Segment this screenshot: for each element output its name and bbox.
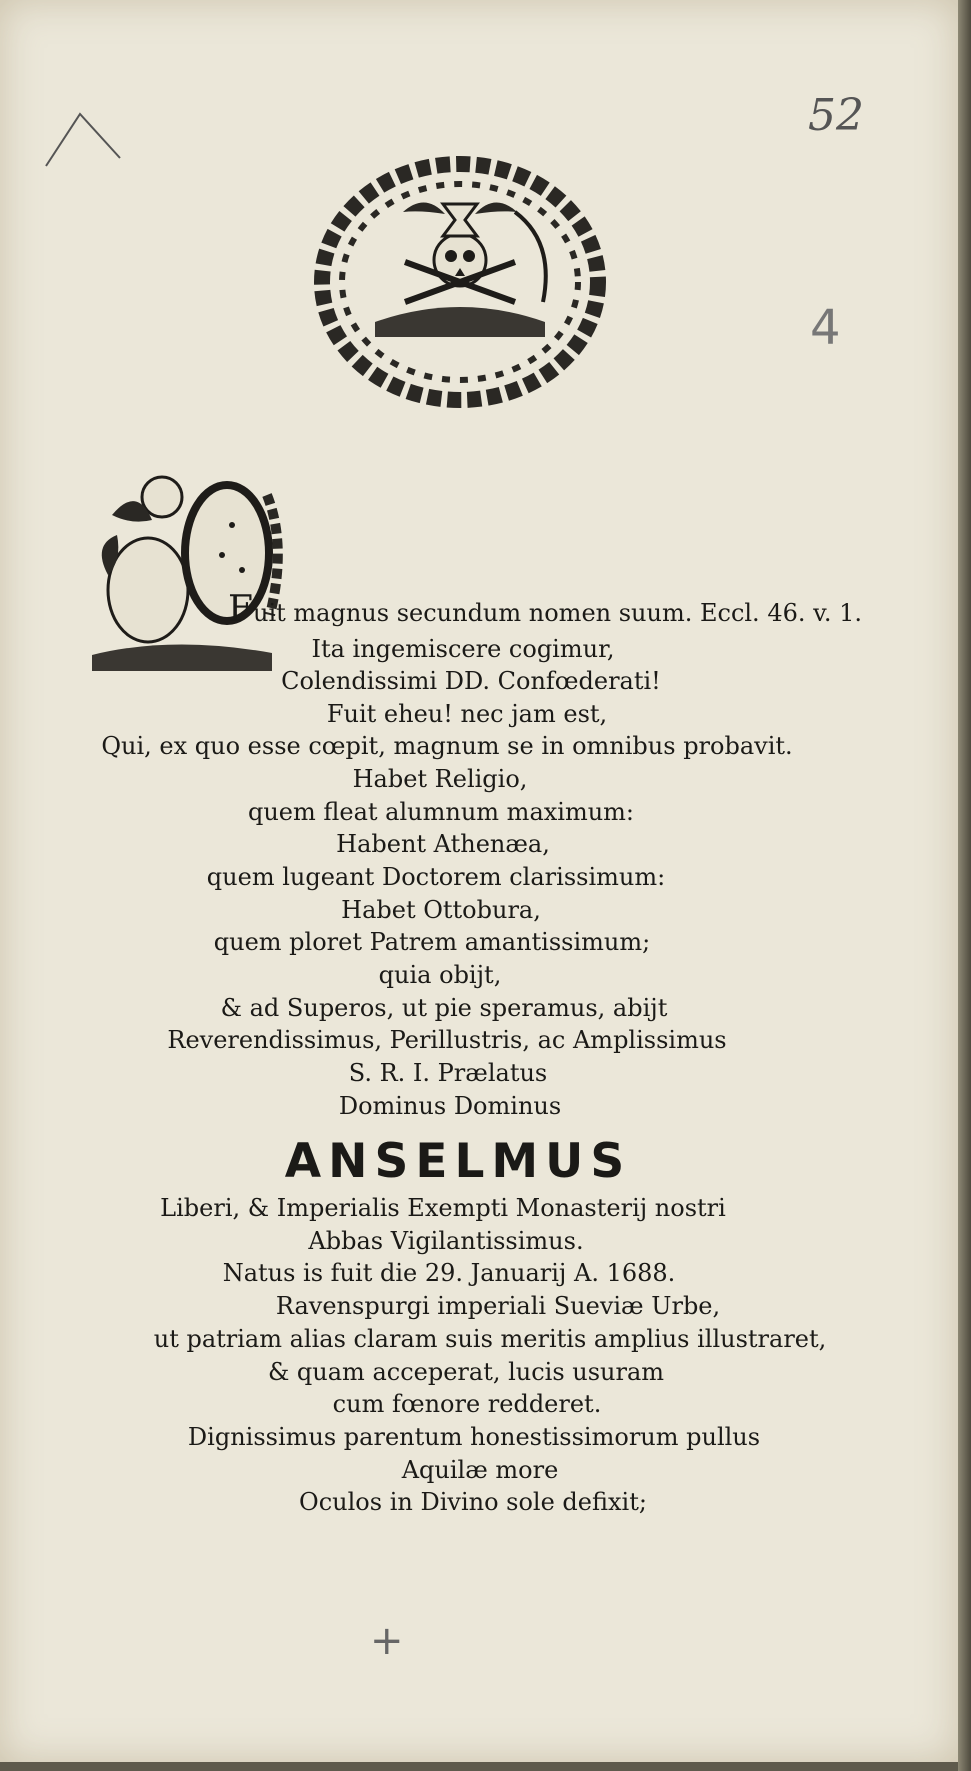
text-line-23: & quam acceperat, lucis usuram xyxy=(267,1358,665,1386)
text-line-8: Habent Athenæa, xyxy=(336,830,550,858)
text-line-9: quem lugeant Doctorem clarissimum: xyxy=(206,863,666,891)
text-line-18: Liberi, & Imperialis Exempti Monasterij nostri xyxy=(160,1194,726,1222)
text-line-3: Colendissimi DD. Confœderati! xyxy=(281,667,661,695)
folio-number: 52 xyxy=(808,90,864,141)
caret-mark-icon xyxy=(44,110,124,170)
text-line-26: Aquilæ more xyxy=(401,1456,559,1484)
bottom-mark: + xyxy=(370,1618,404,1664)
text-line-15: S. R. I. Prælatus xyxy=(348,1059,548,1087)
text-line-5: Qui, ex quo esse cœpit, magnum se in omnibus probavit. xyxy=(101,732,793,760)
text-line-11: quem ploret Patrem amantissimum; xyxy=(213,928,651,956)
page-edge xyxy=(958,0,971,1771)
text-line-24: cum fœnore redderet. xyxy=(332,1390,602,1418)
margin-mark: 4 xyxy=(810,300,841,356)
text-line-10: Habet Ottobura, xyxy=(341,896,541,924)
wreath-skull-ornament xyxy=(305,152,615,412)
initial-letter: F xyxy=(228,589,253,630)
text-line-1 xyxy=(228,589,862,630)
text-line-16: Dominus Dominus xyxy=(338,1092,562,1120)
text-line-20: Natus is fuit die 29. Januarij A. 1688. xyxy=(222,1259,676,1287)
text-line-22: ut patriam alias claram suis meritis amplius illustraret, xyxy=(153,1325,827,1353)
text-line-14: Reverendissimus, Perillustris, ac Amplissimus xyxy=(167,1026,727,1054)
text-line-19: Abbas Vigilantissimus. xyxy=(308,1227,584,1255)
text-line-7: quem fleat alumnum maximum: xyxy=(247,798,635,826)
text-line-4: Fuit eheu! nec jam est, xyxy=(326,700,608,728)
text-line-1-rest: uit magnus secundum nomen suum. Eccl. 46. v. 1. xyxy=(253,599,862,627)
text-line-13: & ad Superos, ut pie speramus, abijt xyxy=(220,994,668,1022)
name-heading: ANSELMUS xyxy=(284,1134,632,1189)
cherub-shield-ornament xyxy=(82,465,302,680)
text-line-12: quia obijt, xyxy=(378,961,502,989)
text-line-6: Habet Religio, xyxy=(352,765,528,793)
text-line-25: Dignissimus parentum honestissimorum pullus xyxy=(187,1423,761,1451)
text-line-2: Ita ingemiscere cogimur, xyxy=(311,635,615,663)
text-line-21: Ravenspurgi imperiali Sueviæ Urbe, xyxy=(275,1292,721,1320)
text-line-27: Oculos in Divino sole defixit; xyxy=(299,1488,647,1516)
